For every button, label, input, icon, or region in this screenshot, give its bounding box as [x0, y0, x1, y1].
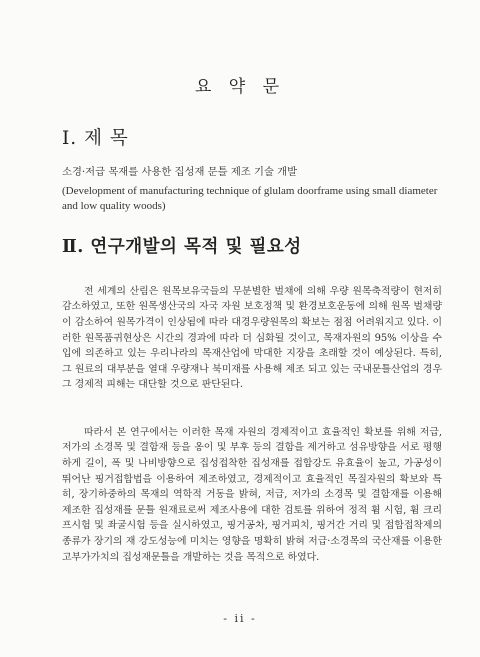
body-paragraph-2: 따라서 본 연구에서는 이러한 목재 자원의 경제적이고 효율적인 확보를 위해 저급, 저가의 소경목 및 결함재 등을 옹이 및 부후 등의 결함을 제거하고 섬유방향을 서로 평행하게 길이, 폭 및 나비방향으로 집성접착한 집성재를 접합강도 유효율이 높고, 가공성이 뛰어난 핑거접합법을 이용하여 제조하였고, 경제적이고 효율적인 목질자원의 확보와 특히, 장기하중하의 목재의 역학적 거동을 밝혀, 저급, 저가의 소경목 및 결함재를 이용해 제조한 집성재를 문틀 원재료로써 제조사용에 대한 검토를 위하여 정적 휨 시험, 휨 크리프시험 및 좌굴시험 등을 실시하였고, 핑거공차, 핑거피치, 핑거간 거리 및 접합접착제의 종류가 장기의 재 강도성능에 미치는 영향을 명확히 밝혀 저급·소경목의 국산재를 이용한 고부가가치의 집성재문틀을 개발하는 것을 목적으로 하였다.: [62, 426, 442, 563]
section1-heading: Ⅰ. 제 목: [62, 128, 129, 149]
page-title: 요 약 문: [194, 77, 286, 97]
body-paragraph-1: 전 세계의 산림은 원목보유국들의 무분별한 벌채에 의해 우량 원목축적량이 현저히 감소하였고, 또한 원목생산국의 자국 자원 보호정책 및 환경보호운동에 의해 원목 벌채량이 감소하여 원목가격이 인상됨에 따라 대경우량원목의 확보는 점점 어려워지고 있다. 이러한 원목품귀현상은 시간의 경과에 따라 더 심화될 것이고, 목재자원의 95% 이상을 수입에 의존하고 있는 우리나라의 목재산업에 막대한 지장을 초래할 것이 예상된다. 특히, 그 원료의 대부분을 열대 우량재나 북미재를 사용해 제조 되고 있는 국내문틀산업의 경우 그 경제적 피해는 대단할 것으로 판단된다.: [62, 285, 442, 391]
project-title-korean: 소경·저급 목재를 사용한 집성재 문틀 제조 기술 개발: [62, 166, 298, 178]
page-number: - ii -: [223, 612, 257, 625]
section2-heading: Ⅱ. 연구개발의 목적 및 필요성: [62, 237, 302, 257]
project-title-english: (Development of manufacturing technique of glulam doorframe using small diameter and low quality woods): [62, 185, 438, 212]
